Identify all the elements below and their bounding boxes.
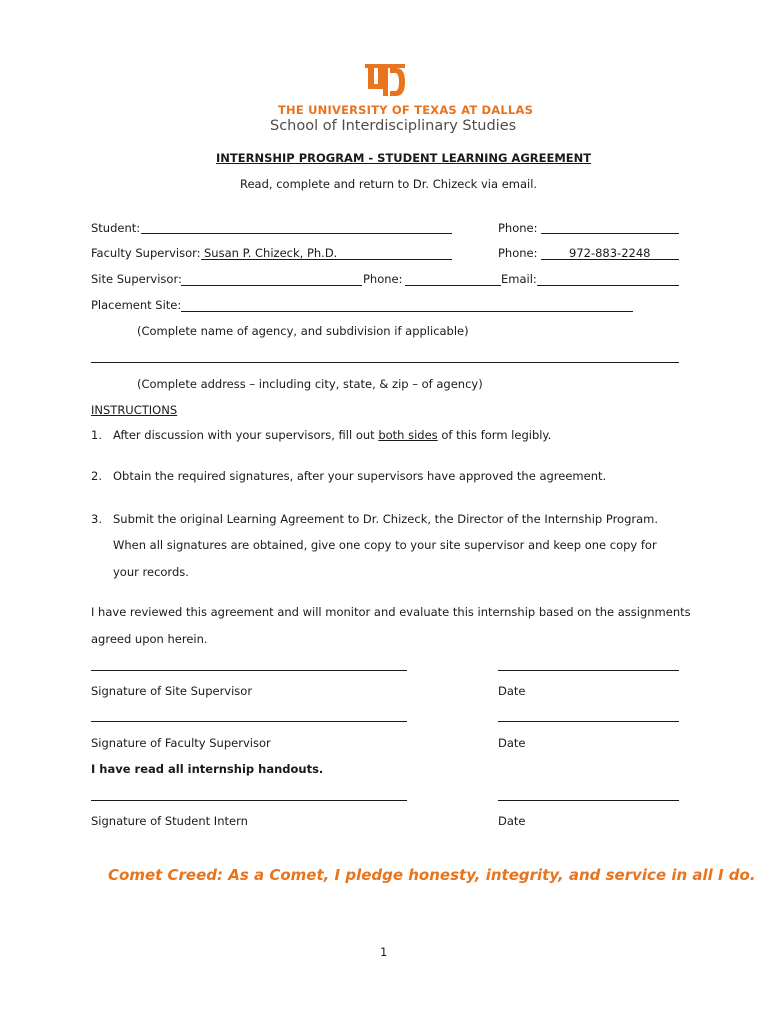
instruction-2-number: 2. <box>91 469 102 483</box>
faculty-signature-label: Signature of Faculty Supervisor <box>91 736 271 750</box>
instruction-3-line-2: When all signatures are obtained, give one copy to your site supervisor and keep one copy for <box>113 538 657 552</box>
placement-label: Placement Site: <box>91 298 182 312</box>
address-field[interactable] <box>91 362 679 363</box>
faculty-date-line[interactable] <box>498 721 679 722</box>
instruction-1-number: 1. <box>91 428 102 442</box>
site-phone-label: Phone: <box>363 272 403 286</box>
faculty-label: Faculty Supervisor: <box>91 246 201 260</box>
instruction-1-pre: After discussion with your supervisors, fill out <box>113 428 379 442</box>
student-signature-label: Signature of Student Intern <box>91 814 248 828</box>
student-date-line[interactable] <box>498 800 679 801</box>
faculty-phone-value: 972-883-2248 <box>569 246 651 260</box>
address-note: (Complete address – including city, state, & zip – of agency) <box>137 377 483 391</box>
student-phone-field[interactable] <box>541 233 679 234</box>
student-signature-line[interactable] <box>91 800 407 801</box>
site-date-line[interactable] <box>498 670 679 671</box>
placement-note: (Complete name of agency, and subdivision if applicable) <box>137 324 469 338</box>
faculty-date-label: Date <box>498 736 526 750</box>
email-label: Email: <box>501 272 537 286</box>
site-date-label: Date <box>498 684 526 698</box>
placement-field[interactable] <box>181 311 633 312</box>
instruction-3-line-1: Submit the original Learning Agreement to Dr. Chizeck, the Director of the Internship Program. <box>113 512 659 526</box>
handouts-statement: I have read all internship handouts. <box>91 762 324 776</box>
instruction-1 <box>113 428 551 442</box>
student-date-label: Date <box>498 814 526 828</box>
form-subtitle: Read, complete and return to Dr. Chizeck via email. <box>240 177 538 191</box>
instruction-2: Obtain the required signatures, after your supervisors have approved the agreement. <box>113 469 607 483</box>
instruction-3-number: 3. <box>91 512 102 526</box>
faculty-signature-line[interactable] <box>91 721 407 722</box>
student-field[interactable] <box>141 233 452 234</box>
page-number: 1 <box>380 945 388 959</box>
site-signature-label: Signature of Site Supervisor <box>91 684 253 698</box>
utd-logo-icon <box>364 62 406 98</box>
site-phone-field[interactable] <box>405 285 501 286</box>
student-phone-label: Phone: <box>498 221 538 235</box>
instruction-1-post: of this form legibly. <box>437 428 552 442</box>
faculty-value: Susan P. Chizeck, Ph.D. <box>204 246 338 260</box>
both-sides-emphasis: both sides <box>378 428 438 442</box>
instruction-3-line-3: your records. <box>113 565 189 579</box>
university-name: THE UNIVERSITY OF TEXAS AT DALLAS <box>278 103 534 117</box>
comet-creed: Comet Creed: As a Comet, I pledge honesty, integrity, and service in all I do. <box>108 866 756 884</box>
email-field[interactable] <box>537 285 679 286</box>
form-title: INTERNSHIP PROGRAM - STUDENT LEARNING AGREEMENT <box>216 151 592 165</box>
student-label: Student: <box>91 221 141 235</box>
faculty-phone-label: Phone: <box>498 246 538 260</box>
agreement-line-1: I have reviewed this agreement and will monitor and evaluate this internship based on the assignments <box>91 605 691 619</box>
site-supervisor-field[interactable] <box>181 285 362 286</box>
school-name: School of Interdisciplinary Studies <box>270 118 517 134</box>
site-supervisor-label: Site Supervisor: <box>91 272 182 286</box>
agreement-line-2: agreed upon herein. <box>91 632 208 646</box>
instructions-heading: INSTRUCTIONS <box>91 403 178 417</box>
site-signature-line[interactable] <box>91 670 407 671</box>
